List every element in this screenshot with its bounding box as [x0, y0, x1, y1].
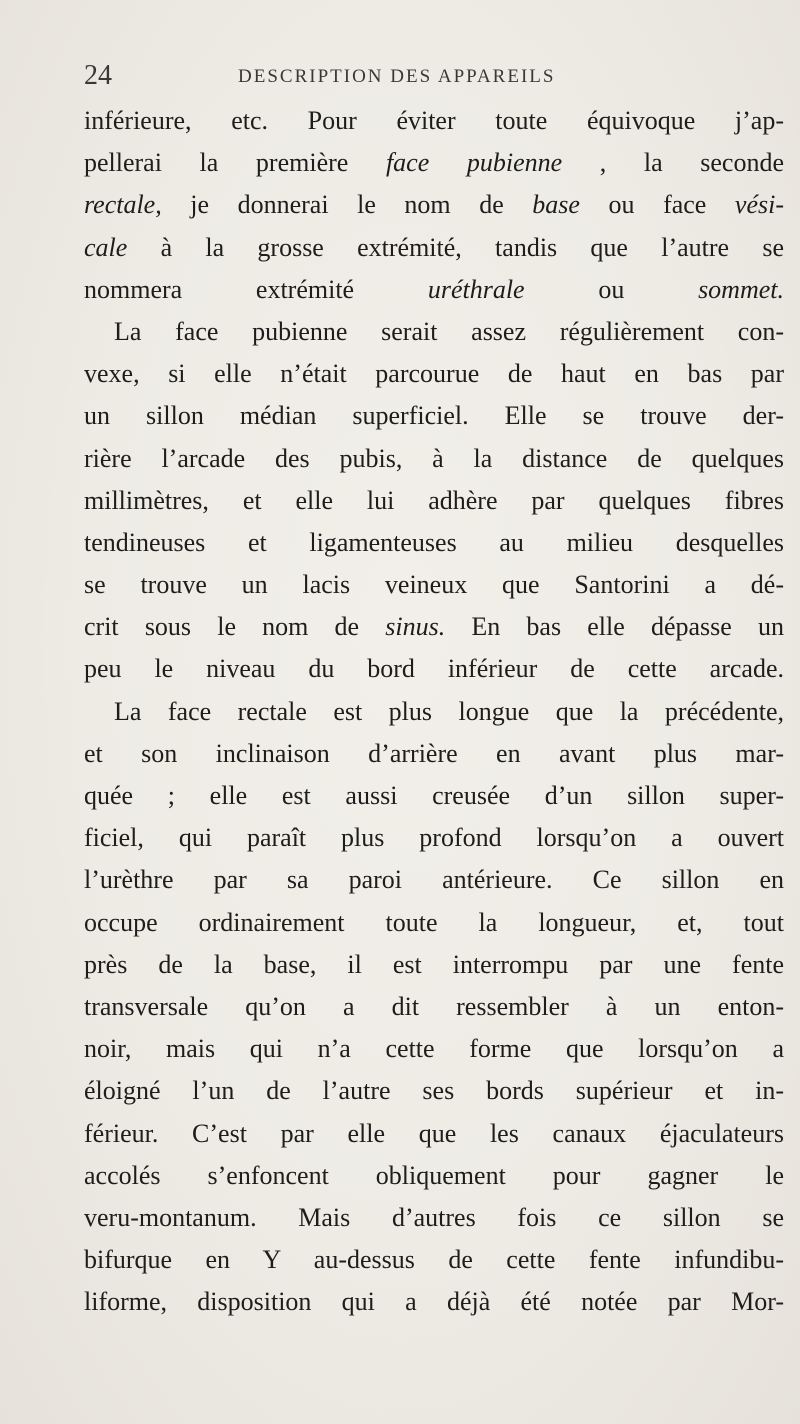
italic-text: uréthrale — [427, 274, 525, 304]
text-segment: peu le niveau du bord inférieur de cette arcade. — [84, 654, 784, 684]
text-segment: férieur. C’est par elle que les canaux éjaculateurs — [84, 1118, 784, 1148]
text-line — [84, 733, 784, 775]
text-line — [84, 438, 784, 480]
text-line — [84, 1113, 784, 1155]
text-line — [84, 395, 784, 437]
text-line — [84, 184, 784, 226]
italic-text: vési- — [734, 190, 784, 220]
text-segment: En bas elle dépasse un — [445, 612, 784, 642]
text-segment: près de la base, il est interrompu par une fente — [84, 949, 784, 979]
text-segment: millimètres, et elle lui adhère par quelques fibres — [84, 485, 784, 515]
text-line — [84, 353, 784, 395]
italic-text: cale — [84, 232, 128, 262]
text-segment: crit sous le nom de — [84, 612, 386, 642]
text-line — [84, 1281, 784, 1323]
text-line — [84, 1070, 784, 1112]
text-segment: tendineuses et ligamenteuses au milieu desquelles — [84, 527, 784, 557]
text-segment: pellerai la première — [84, 148, 386, 178]
text-line — [84, 142, 784, 184]
text-line — [84, 606, 784, 648]
text-segment: inférieure, etc. Pour éviter toute équivoque j’ap- — [84, 106, 784, 135]
body-text — [84, 100, 784, 1323]
text-line — [84, 986, 784, 1028]
text-segment: , la seconde — [562, 148, 784, 178]
text-line — [84, 227, 784, 269]
running-head: DESCRIPTION DES APPAREILS — [238, 66, 556, 87]
page-header — [84, 58, 784, 94]
text-segment: ou face — [579, 190, 735, 220]
text-line — [84, 691, 784, 733]
text-line — [84, 311, 784, 353]
page-number: 24 — [84, 60, 112, 91]
text-segment: liforme, disposition qui a déjà été notée par Mor- — [84, 1287, 784, 1317]
italic-text: sommet. — [698, 274, 784, 304]
text-segment: se trouve un lacis veineux que Santorini a dé- — [84, 570, 784, 600]
text-segment: quée ; elle est aussi creusée d’un sillon super- — [84, 781, 784, 810]
text-segment: La face rectale est plus longue que la précédente, — [114, 696, 784, 726]
text-line — [84, 859, 784, 901]
text-segment: bifurque en Y au-dessus de cette fente infundibu- — [84, 1245, 784, 1275]
text-segment: noir, mais qui n’a cette forme que lorsqu’on a — [84, 1034, 784, 1064]
text-segment: occupe ordinairement toute la longueur, et, tout — [84, 907, 784, 937]
text-segment: La face pubienne serait assez régulièrement con- — [114, 316, 784, 346]
text-segment: nommera extrémité — [84, 274, 428, 304]
text-line — [84, 564, 784, 606]
italic-text: rectale, — [84, 190, 162, 220]
text-line — [84, 269, 784, 311]
text-line — [84, 1028, 784, 1070]
text-segment: et son inclinaison d’arrière en avant plus mar- — [84, 738, 784, 768]
text-line — [84, 1197, 784, 1239]
text-segment: éloigné l’un de l’autre ses bords supérieur et in- — [84, 1076, 784, 1106]
text-line — [84, 522, 784, 564]
text-segment: un sillon médian superficiel. Elle se trouve der- — [84, 401, 784, 431]
text-segment: rière l’arcade des pubis, à la distance de quelques — [84, 443, 784, 473]
text-line — [84, 480, 784, 522]
text-line — [84, 1239, 784, 1281]
text-segment: l’urèthre par sa paroi antérieure. Ce sillon en — [84, 865, 784, 895]
text-line — [84, 1155, 784, 1197]
text-segment: je donnerai le nom de — [161, 190, 533, 220]
text-segment: accolés s’enfoncent obliquement pour gagner le — [84, 1160, 784, 1190]
text-segment: veru-montanum. Mais d’autres fois ce sillon se — [84, 1202, 784, 1232]
text-segment: ficiel, qui paraît plus profond lorsqu’on a ouvert — [84, 823, 784, 853]
text-segment: vexe, si elle n’était parcourue de haut en bas par — [84, 359, 784, 389]
text-line — [84, 944, 784, 986]
text-segment: transversale qu’on a dit ressembler à un enton- — [84, 991, 784, 1021]
text-segment: ou — [524, 274, 699, 304]
text-line — [84, 902, 784, 944]
text-line — [84, 775, 784, 817]
italic-text: face pubienne — [385, 148, 563, 178]
text-segment: à la grosse extrémité, tandis que l’autre se — [127, 232, 784, 262]
text-line — [84, 817, 784, 859]
text-line — [84, 100, 784, 142]
italic-text: base — [532, 190, 580, 220]
italic-text: sinus. — [385, 612, 446, 642]
text-line — [84, 648, 784, 690]
